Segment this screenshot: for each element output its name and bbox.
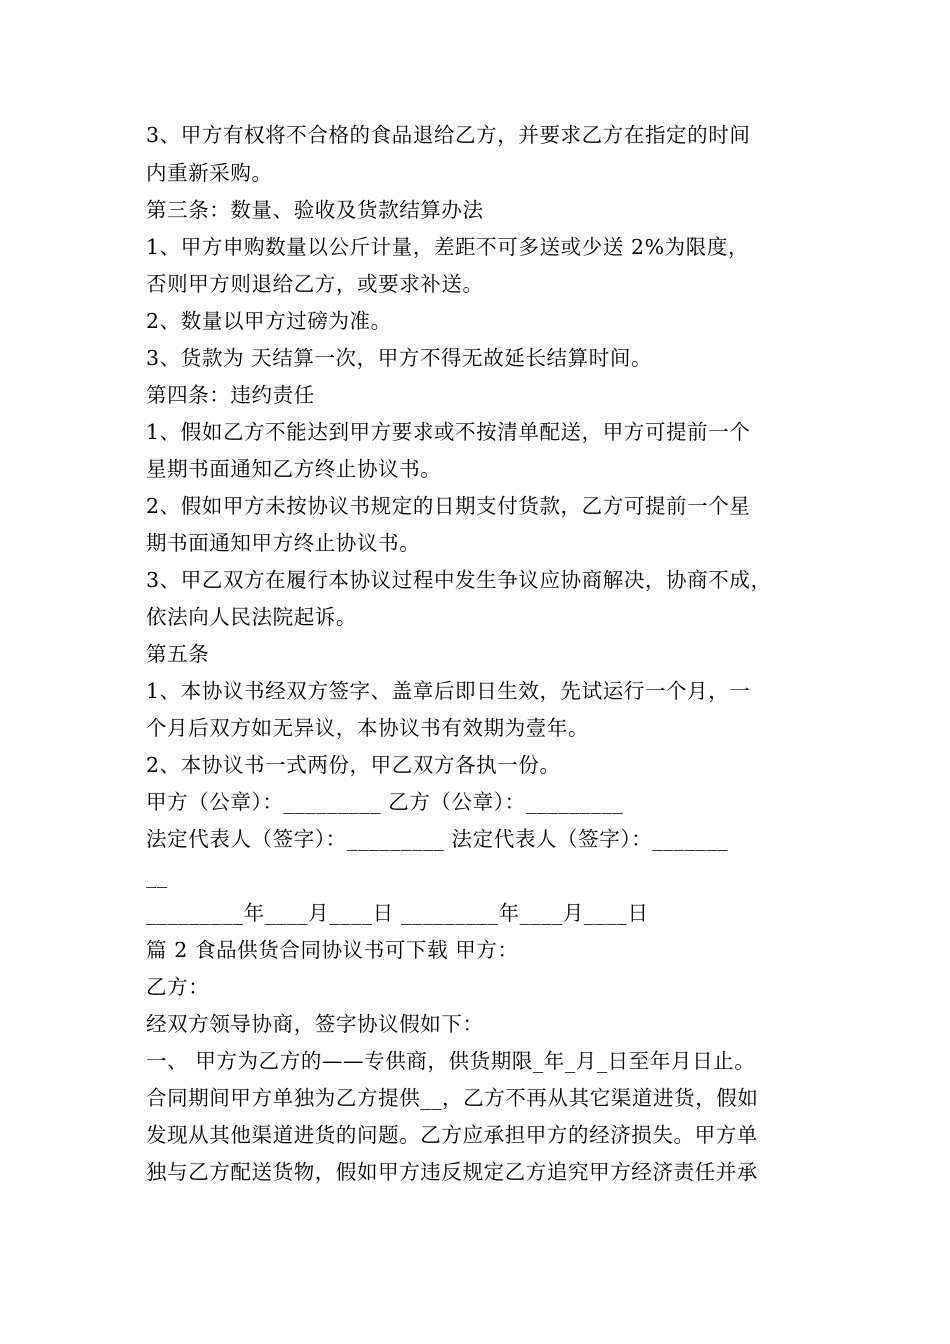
text-line: 1、甲方申购数量以公斤计量，差距不可多送或少送 2%为限度， [146,235,750,259]
text-line: 发现从其他渠道进货的问题。乙方应承担甲方的经济损失。甲方单 [146,1123,758,1147]
text-line: 第四条：违约责任 [146,383,315,407]
text-line: 乙方： [146,975,210,999]
text-line: 第三条：数量、验收及货款结算办法 [146,198,484,222]
text-line: 依法向人民法院起诉。 [146,605,357,629]
text-line: 2、假如甲方未按协议书规定的日期支付货款，乙方可提前一个星 [146,494,751,518]
text-line: 内重新采购。 [146,161,273,185]
text-line: 1、假如乙方不能达到甲方要求或不按清单配送，甲方可提前一个 [146,420,751,444]
text-line: 2、本协议书一式两份，甲乙双方各执一份。 [146,753,561,777]
signature-line-continuation: __ [146,864,168,888]
text-line: 2、数量以甲方过磅为准。 [146,309,392,333]
text-line: 第五条 [146,642,210,666]
text-line: 星期书面通知乙方终止协议书。 [146,457,442,481]
text-line: 独与乙方配送货物，假如甲方违反规定乙方追究甲方经济责任并承 [146,1160,758,1184]
text-line: 合同期间甲方单独为乙方提供__，乙方不再从其它渠道进货，假如 [146,1086,759,1110]
text-line: 3、甲乙双方在履行本协议过程中发生争议应协商解决，协商不成， [146,568,772,592]
text-line: 个月后双方如无异议，本协议书有效期为壹年。 [146,716,590,740]
signature-line-representative: 法定代表人（签字）：_________ 法定代表人（签字）：_______ [146,827,729,851]
section-heading: 篇 2 食品供货合同协议书可下载 甲方： [146,938,519,962]
text-line: 否则甲方则退给乙方，或要求补送。 [146,272,484,296]
text-line: 经双方领导协商，签字协议假如下： [146,1012,484,1036]
text-line: 3、甲方有权将不合格的食品退给乙方，并要求乙方在指定的时间 [146,123,751,147]
date-line: _________年____月____日 _________年____月____日 [146,901,649,925]
text-line: 期书面通知甲方终止协议书。 [146,531,421,555]
text-line: 1、本协议书经双方签字、盖章后即日生效，先试运行一个月，一 [146,679,751,703]
signature-line-seal: 甲方（公章）：_________ 乙方（公章）：_________ [146,790,624,814]
text-line: 一、 甲方为乙方的——专供商，供货期限_年_月_日至年月日止。 [146,1049,756,1073]
text-line: 3、货款为 天结算一次，甲方不得无故延长结算时间。 [146,346,653,370]
